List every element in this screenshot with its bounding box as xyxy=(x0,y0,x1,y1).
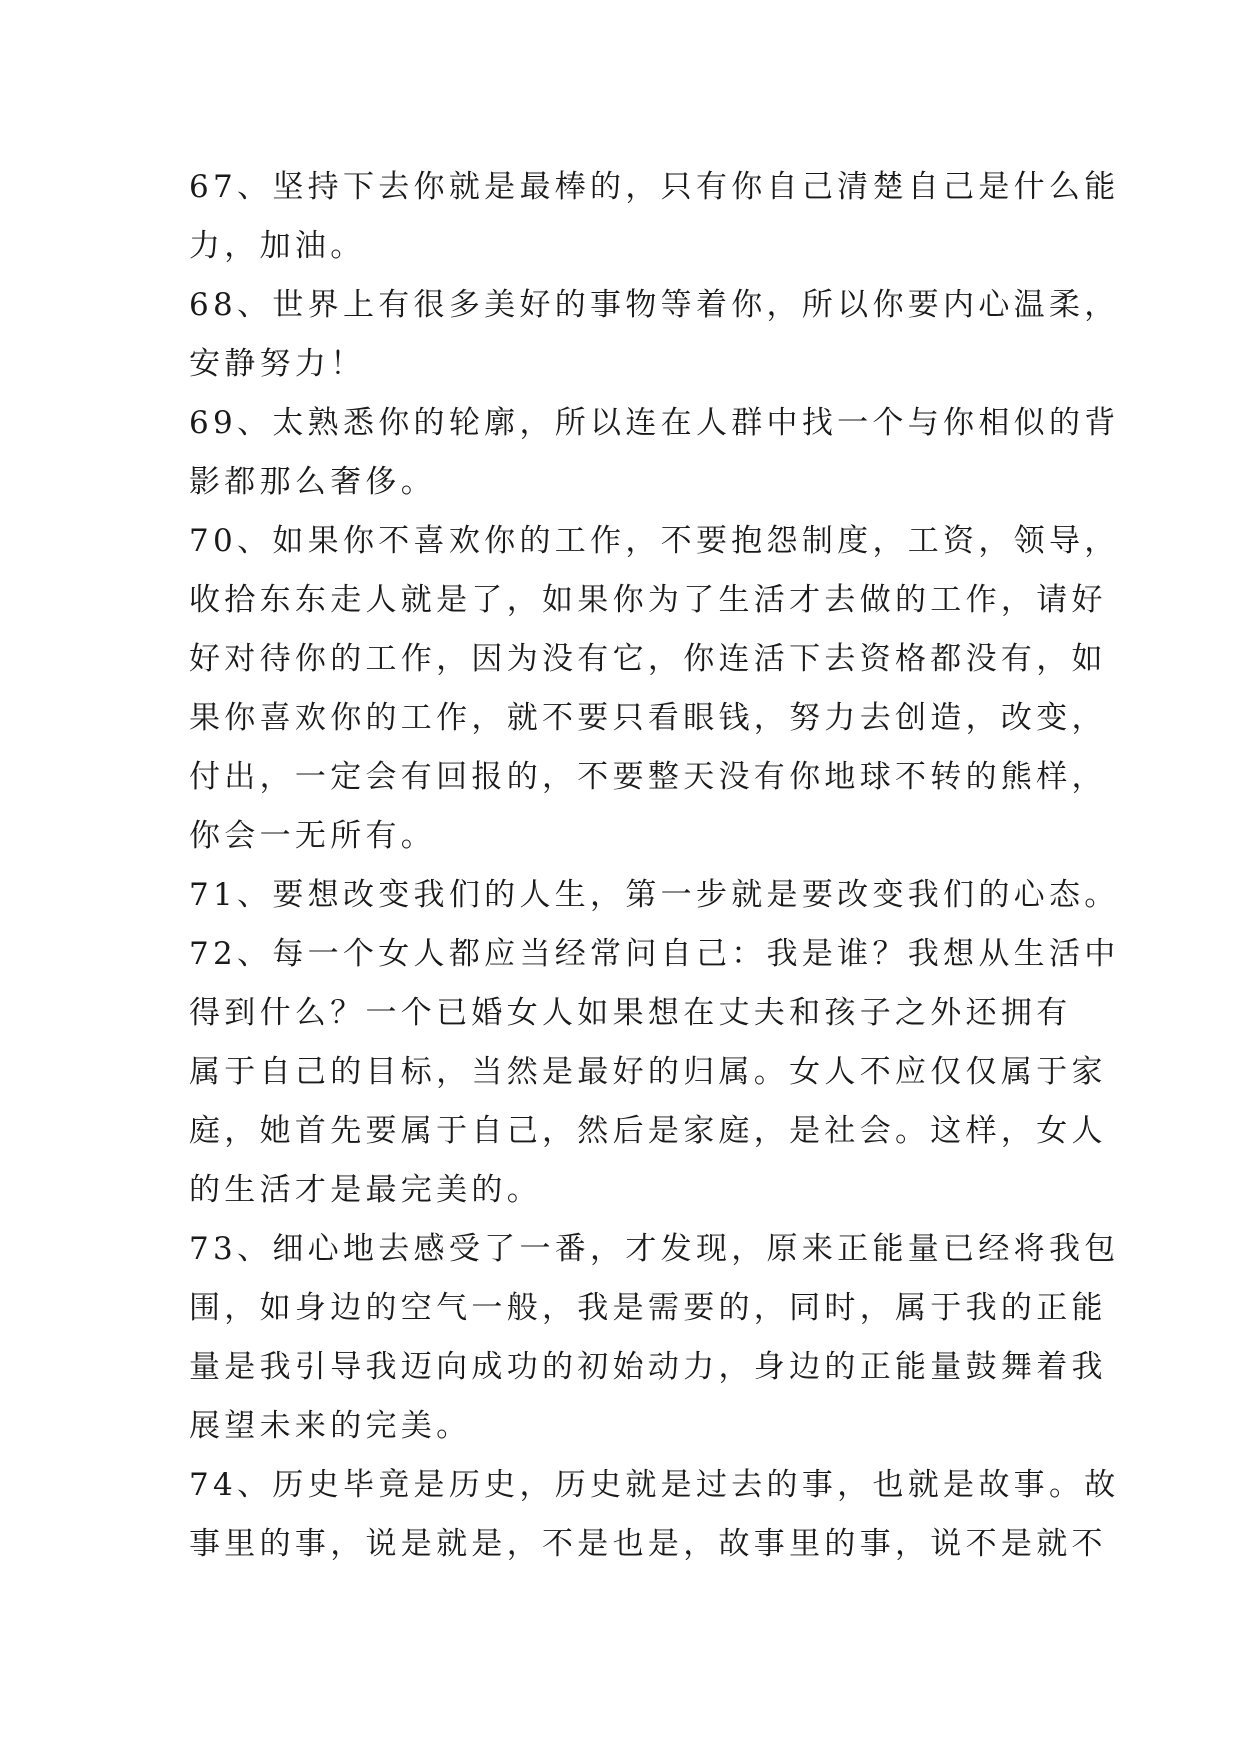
text-line: 量是我引导我迈向成功的初始动力，身边的正能量鼓舞着我 xyxy=(189,1349,1107,1385)
text-line: 付出，一定会有回报的，不要整天没有你地球不转的熊样， xyxy=(189,759,1107,795)
text-line: 事里的事，说是就是，不是也是，故事里的事，说不是就不 xyxy=(189,1526,1107,1562)
text-line: 收拾东东走人就是了，如果你为了生活才去做的工作，请好 xyxy=(189,582,1107,618)
text-line: 力，加油。 xyxy=(189,228,366,264)
text-line: 好对待你的工作，因为没有它，你连活下去资格都没有，如 xyxy=(189,641,1107,677)
text-line: 73、细心地去感受了一番，才发现，原来正能量已经将我包 xyxy=(189,1231,1120,1267)
text-line: 庭，她首先要属于自己，然后是家庭，是社会。这样，女人 xyxy=(189,1113,1107,1149)
text-line: 74、历史毕竟是历史，历史就是过去的事，也就是故事。故 xyxy=(189,1467,1120,1503)
text-line: 69、太熟悉你的轮廓，所以连在人群中找一个与你相似的背 xyxy=(189,405,1120,441)
text-line: 果你喜欢你的工作，就不要只看眼钱，努力去创造，改变， xyxy=(189,700,1107,736)
text-line: 你会一无所有。 xyxy=(189,818,437,854)
text-line: 属于自己的目标，当然是最好的归属。女人不应仅仅属于家 xyxy=(189,1054,1107,1090)
text-line: 67、坚持下去你就是最棒的，只有你自己清楚自己是什么能 xyxy=(189,169,1120,205)
document-body xyxy=(189,158,1120,1574)
text-line: 71、要想改变我们的人生，第一步就是要改变我们的心态。 xyxy=(189,877,1120,913)
text-line: 70、如果你不喜欢你的工作，不要抱怨制度，工资，领导， xyxy=(189,523,1120,559)
text-line: 的生活才是最完美的。 xyxy=(189,1172,542,1208)
text-line: 68、世界上有很多美好的事物等着你，所以你要内心温柔， xyxy=(189,287,1120,323)
text-line: 展望未来的完美。 xyxy=(189,1408,472,1444)
text-line: 影都那么奢侈。 xyxy=(189,464,437,500)
text-line: 得到什么？一个已婚女人如果想在丈夫和孩子之外还拥有 xyxy=(189,995,1072,1031)
text-line: 围，如身边的空气一般，我是需要的，同时，属于我的正能 xyxy=(189,1290,1107,1326)
text-line: 安静努力！ xyxy=(189,346,366,382)
text-line: 72、每一个女人都应当经常问自己：我是谁？我想从生活中 xyxy=(189,936,1120,972)
